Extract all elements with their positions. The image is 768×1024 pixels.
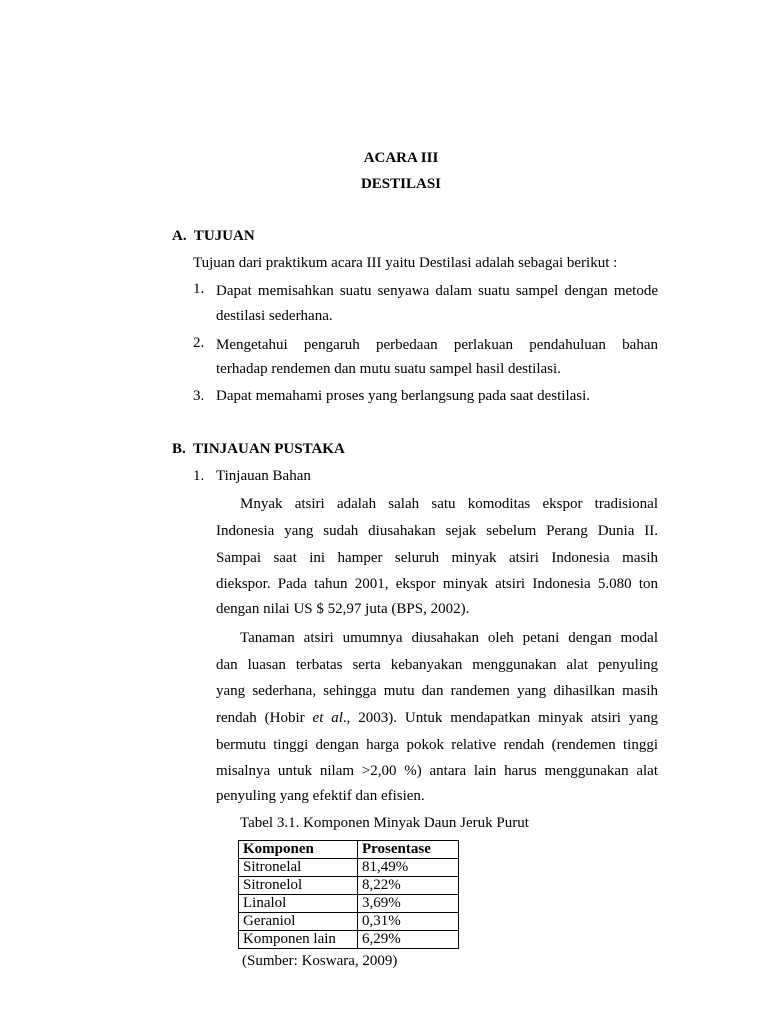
section-b-heading: B. TINJAUAN PUSTAKA (172, 441, 345, 457)
section-a-heading: A. TUJUAN (172, 228, 255, 244)
paragraph-line: Tanaman atsiri umumnya diusahakan oleh petani dengan modal (240, 630, 658, 646)
table-cell: 6,29% (358, 931, 459, 949)
subsection-label: Tinjauan Bahan (216, 468, 311, 484)
paragraph-line: dengan nilai US $ 52,97 juta (BPS, 2002). (216, 601, 470, 617)
table-row (239, 859, 459, 877)
paragraph-line: dan luasan terbatas serta kebanyakan menggunakan alat penyuling (216, 657, 658, 673)
paragraph-line: Sampai saat ini hamper seluruh minyak atsiri Indonesia masih (216, 550, 658, 566)
table-cell: Sitronelal (239, 859, 358, 877)
paragraph-line: penyuling yang efektif dan efisien. (216, 788, 425, 804)
table-header-komponen: Komponen (239, 841, 358, 859)
table-cell: Linalol (239, 895, 358, 913)
subsection-number: 1. (193, 468, 205, 484)
title-destilasi: DESTILASI (360, 176, 442, 192)
table-caption: Tabel 3.1. Komponen Minyak Daun Jeruk Purut (240, 815, 529, 831)
paragraph-line: Mnyak atsiri adalah salah satu komoditas ekspor tradisional (240, 496, 658, 512)
table-row (239, 931, 459, 949)
table-cell: Geraniol (239, 913, 358, 931)
list-number: 1. (193, 281, 205, 297)
paragraph-line: misalnya untuk nilam >2,00 %) antara lain harus menggunakan alat (216, 763, 658, 779)
table-row (239, 877, 459, 895)
table-cell: 81,49% (358, 859, 459, 877)
table-cell: Komponen lain (239, 931, 358, 949)
list-number: 2. (193, 335, 205, 351)
text-segment: rendah (Hobir (216, 710, 313, 726)
table-row (239, 913, 459, 931)
paragraph-line: diekspor. Pada tahun 2001, ekspor minyak atsiri Indonesia 5.080 ton (216, 576, 658, 592)
paragraph-line: Indonesia yang sudah diusahakan sejak sebelum Perang Dunia II. (216, 523, 658, 539)
section-a-intro: Tujuan dari praktikum acara III yaitu Destilasi adalah sebagai berikut : (193, 255, 618, 271)
italic-et-al: et al (312, 710, 343, 726)
component-table (238, 840, 459, 949)
list-item-line: Dapat memahami proses yang berlangsung pada saat destilasi. (216, 388, 591, 404)
list-item-line: Dapat memisahkan suatu senyawa dalam suatu sampel dengan metode (216, 283, 658, 299)
table-cell: 8,22% (358, 877, 459, 895)
table-header-row (239, 841, 459, 859)
list-item-line: Mengetahui pengaruh perbedaan perlakuan pendahuluan bahan (216, 337, 658, 353)
list-item-line: destilasi sederhana. (216, 308, 333, 324)
table-cell: 0,31% (358, 913, 459, 931)
list-item-line: terhadap rendemen dan mutu suatu sampel hasil destilasi. (216, 361, 561, 377)
table-source: (Sumber: Koswara, 2009) (242, 953, 398, 969)
text-segment: ., 2003). Untuk mendapatkan minyak atsiri yang (342, 710, 658, 726)
list-number: 3. (193, 388, 205, 404)
table-header-prosentase: Prosentase (358, 841, 459, 859)
table-row (239, 895, 459, 913)
table-cell: 3,69% (358, 895, 459, 913)
paragraph-line-citation (216, 708, 658, 728)
paragraph-line: bermutu tinggi dengan harga pokok relative rendah (rendemen tinggi (216, 737, 658, 753)
table-cell: Sitronelol (239, 877, 358, 895)
title-acara: ACARA III (363, 150, 439, 166)
paragraph-line: yang sederhana, sehingga mutu dan randemen yang dihasilkan masih (216, 683, 658, 699)
